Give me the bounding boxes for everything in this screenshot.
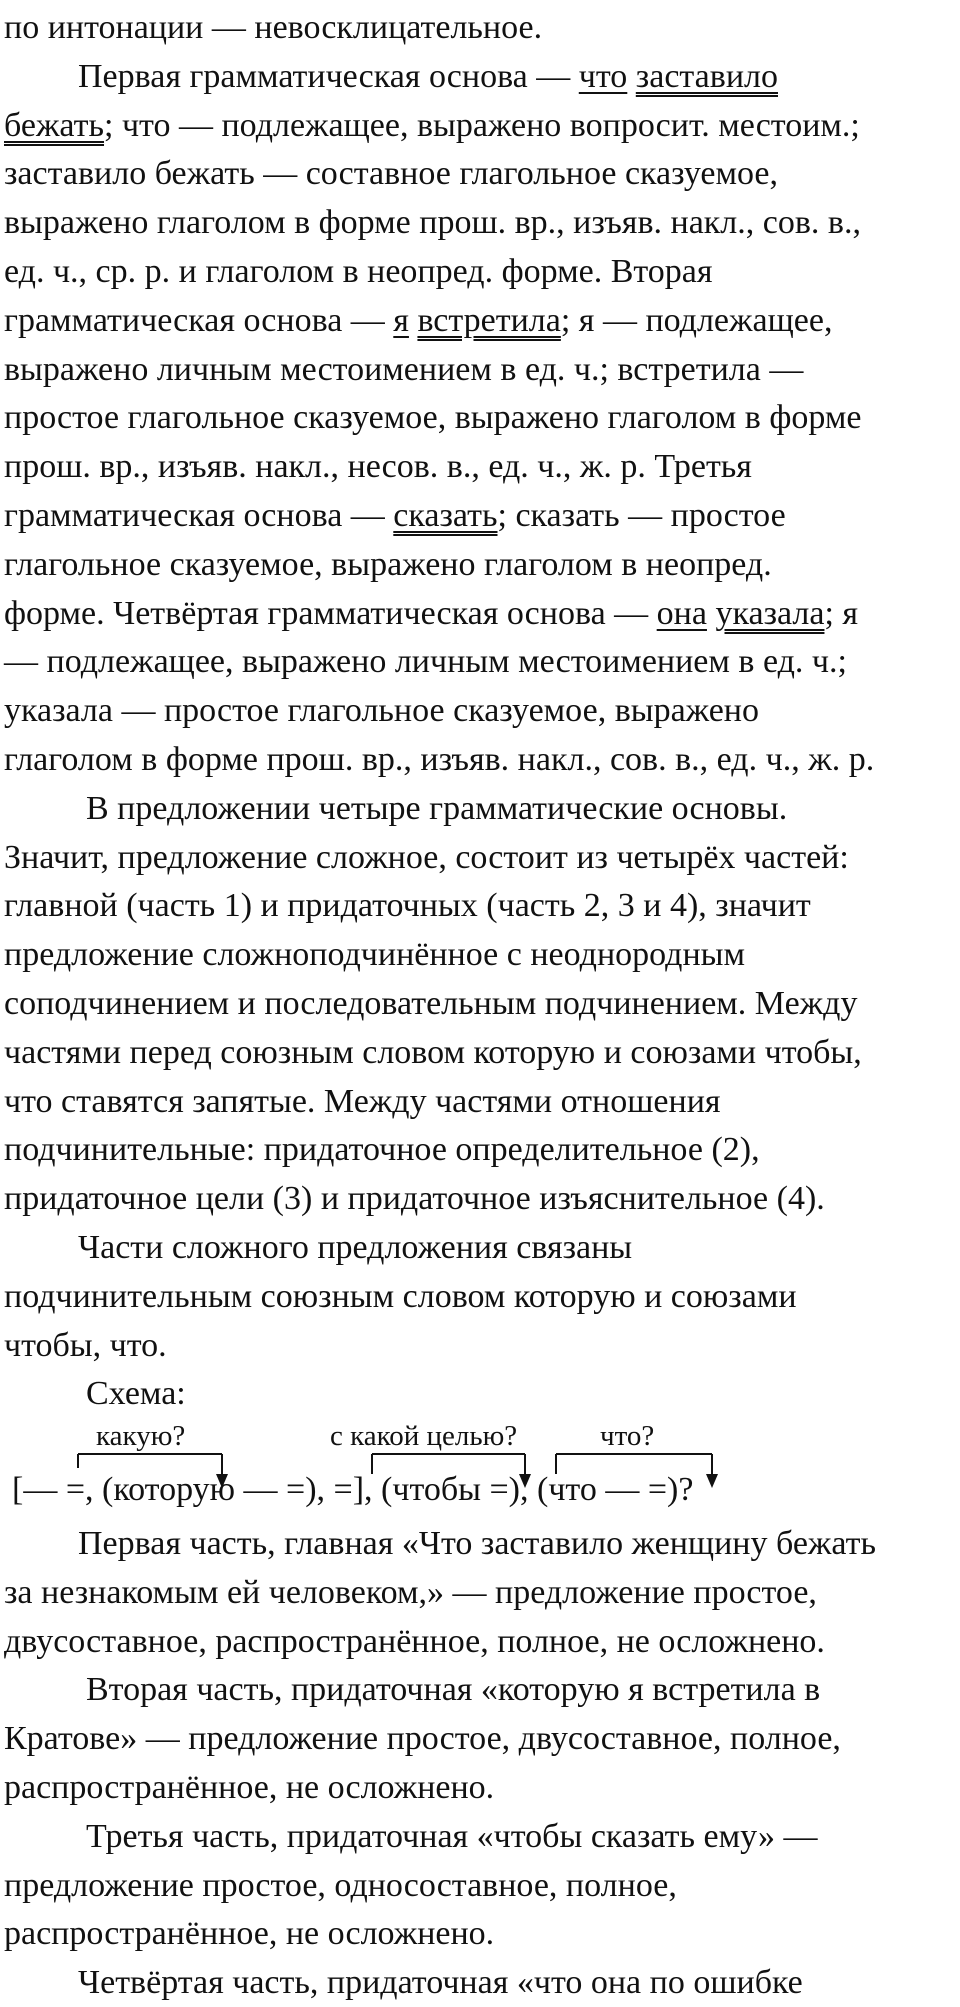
paragraph-line	[4, 1862, 677, 1910]
text-run: глаголом в форме прош. вр., изъяв. накл., сов. в., ед. ч., ж. р.	[4, 741, 875, 778]
scheme-question-1: какую?	[96, 1420, 186, 1452]
text-run: выражено глаголом в форме прош. вр., изъяв. накл., сов. в.,	[4, 204, 861, 242]
text-run: ; сказать — простое	[497, 497, 786, 534]
paragraph-line	[78, 1520, 876, 1568]
paragraph-line	[86, 1666, 820, 1714]
text-run: предложение простое, односоставное, полное,	[4, 1866, 677, 1904]
text-run: указала — простое глагольное сказуемое, выражено	[4, 692, 760, 730]
text-run: Первая часть, главная «Что заставило женщину бежать	[78, 1525, 876, 1562]
text-run: придаточное цели (3) и придаточное изъяснительное (4).	[4, 1180, 825, 1218]
text-run: выражено личным местоимением в ед. ч.; встретила —	[4, 350, 804, 388]
text-run: что ставятся запятые. Между частями отношения	[4, 1082, 721, 1120]
arrowhead-icon	[706, 1474, 718, 1488]
text-run: грамматическая основа —	[4, 301, 394, 339]
subject-underline: что	[578, 57, 628, 95]
text-run: предложение сложноподчинённое с неоднородным	[4, 936, 746, 974]
paragraph-line	[4, 1618, 825, 1666]
paragraph-line	[4, 1764, 494, 1812]
text-run: ; что — подлежащее, выражено вопросит. местоим.;	[104, 106, 860, 144]
text-run: частями перед союзным словом которую и союзами чтобы,	[4, 1033, 862, 1071]
text-run: Вторая часть, придаточная «которую я встретила в	[86, 1671, 821, 1709]
text-run: В предложении четыре грамматические основы.	[86, 789, 788, 827]
text-run: ; я	[824, 594, 859, 632]
scheme-question-3: что?	[600, 1420, 655, 1452]
text-run: распространённое, не осложнено.	[4, 1769, 495, 1806]
text-run: главной (часть 1) и придаточных (часть 2, 3 и 4), значит	[4, 887, 811, 925]
text-run: Части сложного предложения связаны	[78, 1229, 633, 1266]
text-run: по интонации — невосклицательное.	[4, 9, 543, 46]
scheme-question-2: с какой целью?	[330, 1420, 518, 1452]
text-run: заставило бежать — составное глагольное сказуемое,	[4, 155, 779, 193]
subject-underline: она	[656, 594, 707, 632]
text-run: Кратове» — предложение простое, двусоставное, полное,	[4, 1720, 841, 1758]
text-run: подчинительные: придаточное определительное (2),	[4, 1131, 760, 1169]
paragraph-line	[4, 1715, 841, 1763]
text-run: форме. Четвёртая грамматическая основа —	[4, 594, 657, 632]
predicate-underline: встретила	[417, 301, 561, 339]
text-run: распространённое, не осложнено.	[4, 1915, 495, 1953]
text-run: Значит, предложение сложное, состоит из четырёх частей:	[4, 838, 849, 876]
text-run: грамматическая основа —	[4, 497, 394, 534]
predicate-underline: заставило	[635, 57, 778, 95]
scheme-formula: [— =, (которую — =), =], (чтобы =), (что — =)?	[12, 1471, 694, 1508]
paragraph-line	[4, 1910, 494, 1958]
text-run: ; я — подлежащее,	[560, 301, 833, 339]
text-run: двусоставное, распространённое, полное, не осложнено.	[4, 1622, 825, 1660]
text-run: — подлежащее, выражено личным местоимением в ед. ч.;	[4, 643, 847, 681]
predicate-underline: бежать	[4, 106, 105, 144]
text-run: Третья часть, придаточная «чтобы сказать ему» —	[86, 1817, 818, 1855]
predicate-underline: сказать	[393, 497, 498, 534]
subject-underline: я	[393, 301, 409, 339]
text-run: Схема:	[86, 1375, 186, 1413]
text-run: подчинительным союзным словом которую и союзами	[4, 1277, 797, 1315]
text-run: чтобы, что.	[4, 1326, 167, 1364]
text-run: простое глагольное сказуемое, выражено глаголом в форме	[4, 399, 862, 437]
text-run: Первая грамматическая основа —	[78, 57, 579, 95]
paragraph-line	[4, 1569, 817, 1617]
text-run: за незнакомым ей человеком,» — предложение простое,	[4, 1573, 817, 1611]
text-run: Четвёртая часть, придаточная «что она по ошибке	[78, 1964, 803, 2002]
text-run: прош. вр., изъяв. накл., несов. в., ед. ч., ж. р. Третья	[4, 448, 752, 486]
paragraph-line	[86, 1813, 817, 1861]
text-run: соподчинением и последовательным подчинением. Между	[4, 985, 858, 1022]
text-run: ед. ч., ср. р. и глаголом в неопред. форме. Вторая	[4, 253, 713, 290]
predicate-underline: указала	[715, 594, 825, 632]
text-run: глагольное сказуемое, выражено глаголом в неопред.	[4, 545, 772, 583]
